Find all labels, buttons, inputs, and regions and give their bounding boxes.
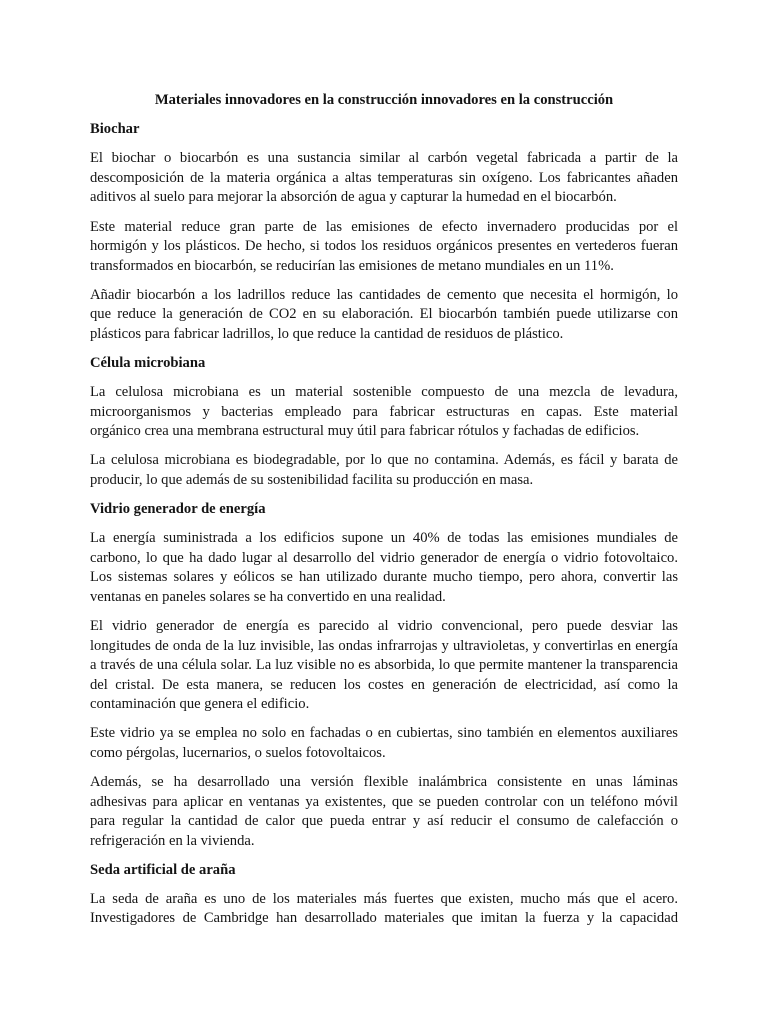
- text-line: El vidrio generador de energía es parecido al vidrio convencional, pero puede desviar las: [90, 617, 678, 634]
- text-line: La celulosa microbiana es biodegradable, por lo que no contamina. Además, es fácil y barata de: [90, 452, 678, 469]
- section-vidrio-generador: [90, 500, 678, 851]
- text-line: La seda de araña es uno de los materiales más fuertes que existen, mucho más que el acero.: [90, 890, 678, 907]
- paragraph: [90, 890, 678, 929]
- paragraph: [90, 617, 678, 715]
- heading-celula-microbiana: Célula microbiana: [90, 354, 206, 371]
- section-seda-artificial: [90, 861, 678, 929]
- text-line: orgánico crea una membrana estructural muy útil para fabricar rótulos y fachadas de edificios.: [90, 423, 640, 440]
- heading-vidrio-generador: Vidrio generador de energía: [90, 501, 266, 518]
- paragraph: [90, 773, 678, 851]
- text-line: Los sistemas solares y eólicos se han utilizado durante mucho tiempo, pero ahora, convertir las: [90, 569, 678, 586]
- text-line: adhesivas para aplicar en ventanas ya existentes, que se pueden controlar con un teléfono móvil: [90, 793, 678, 810]
- text-line: descomposición de la materia orgánica a altas temperaturas sin oxígeno. Los fabricantes añaden: [90, 169, 678, 186]
- text-line: aditivos al suelo para mejorar la absorción de agua y capturar la humedad en el biocarbón.: [90, 189, 617, 206]
- text-line: del cristal. De esta manera, se reducen los costes en generación de electricidad, así como la: [90, 676, 678, 693]
- text-line: Este material reduce gran parte de las emisiones de efecto invernadero producidas por el: [90, 218, 678, 235]
- paragraph: [90, 286, 678, 345]
- text-line: microorganismos y bacterias empleado para fabricar estructuras en capas. Este material: [90, 403, 678, 420]
- text-line: a través de una célula solar. La luz visible no es absorbida, lo que permite mantener la transparencia: [90, 657, 678, 674]
- text-line: transformados en biocarbón, se reducirían las emisiones de metano mundiales en un 11%.: [90, 257, 614, 274]
- text-line: producir, lo que además de su sostenibilidad facilita su producción en masa.: [90, 471, 534, 488]
- text-line: carbono, lo que ha dado lugar al desarrollo del vidrio generador de energía o vidrio fotovoltaico.: [90, 549, 678, 566]
- text-line: contaminación que genera el edificio.: [90, 696, 310, 713]
- text-line: longitudes de onda de la luz invisible, las ondas infrarrojas y ultravioletas, y convertirlas en energía: [90, 637, 678, 654]
- text-line: Además, se ha desarrollado una versión flexible inalámbrica consistente en unas láminas: [90, 773, 678, 790]
- paragraph: [90, 451, 678, 490]
- document-title: Materiales innovadores en la construcción innovadores en la construcción: [154, 92, 614, 108]
- section-biochar: [90, 120, 678, 344]
- text-line: El biochar o biocarbón es una sustancia similar al carbón vegetal fabricada a partir de la: [90, 150, 678, 167]
- text-line: para regular la cantidad de calor que pueda entrar y así reducir el consumo de calefacción o: [90, 813, 678, 830]
- heading-biochar: Biochar: [90, 121, 140, 138]
- heading-seda-artificial: Seda artificial de araña: [90, 861, 236, 878]
- text-line: ventanas en paneles solares se ha convertido en una realidad.: [90, 588, 446, 605]
- text-line: como pérgolas, lucernarios, o suelos fotovoltaicos.: [90, 744, 386, 761]
- section-celula-microbiana: [90, 354, 678, 490]
- paragraph: [90, 149, 678, 208]
- text-line: Este vidrio ya se emplea no solo en fachadas o en cubiertas, sino también en elementos auxiliares: [90, 725, 678, 742]
- text-line: Investigadores de Cambridge han desarrollado materiales que imitan la fuerza y la capacidad: [90, 910, 678, 927]
- paragraph: [90, 383, 678, 442]
- text-line: La celulosa microbiana es un material sostenible compuesto de una mezcla de levadura,: [90, 384, 678, 401]
- text-line: Añadir biocarbón a los ladrillos reduce las cantidades de cemento que necesita el hormigón, lo: [90, 286, 678, 303]
- text-line: refrigeración en la vivienda.: [90, 832, 255, 849]
- text-line: hormigón y los plásticos. De hecho, si todos los residuos orgánicos presentes en vertederos fueran: [90, 238, 678, 255]
- paragraph: [90, 529, 678, 607]
- text-line: plásticos para fabricar ladrillos, lo que reduce la cantidad de residuos de plástico.: [90, 325, 564, 342]
- paragraph: [90, 218, 678, 277]
- text-line: que reduce la generación de CO2 en su elaboración. El biocarbón también puede utilizarse con: [90, 306, 678, 323]
- text-line: La energía suministrada a los edificios supone un 40% de todas las emisiones mundiales de: [90, 530, 678, 547]
- paragraph: [90, 724, 678, 763]
